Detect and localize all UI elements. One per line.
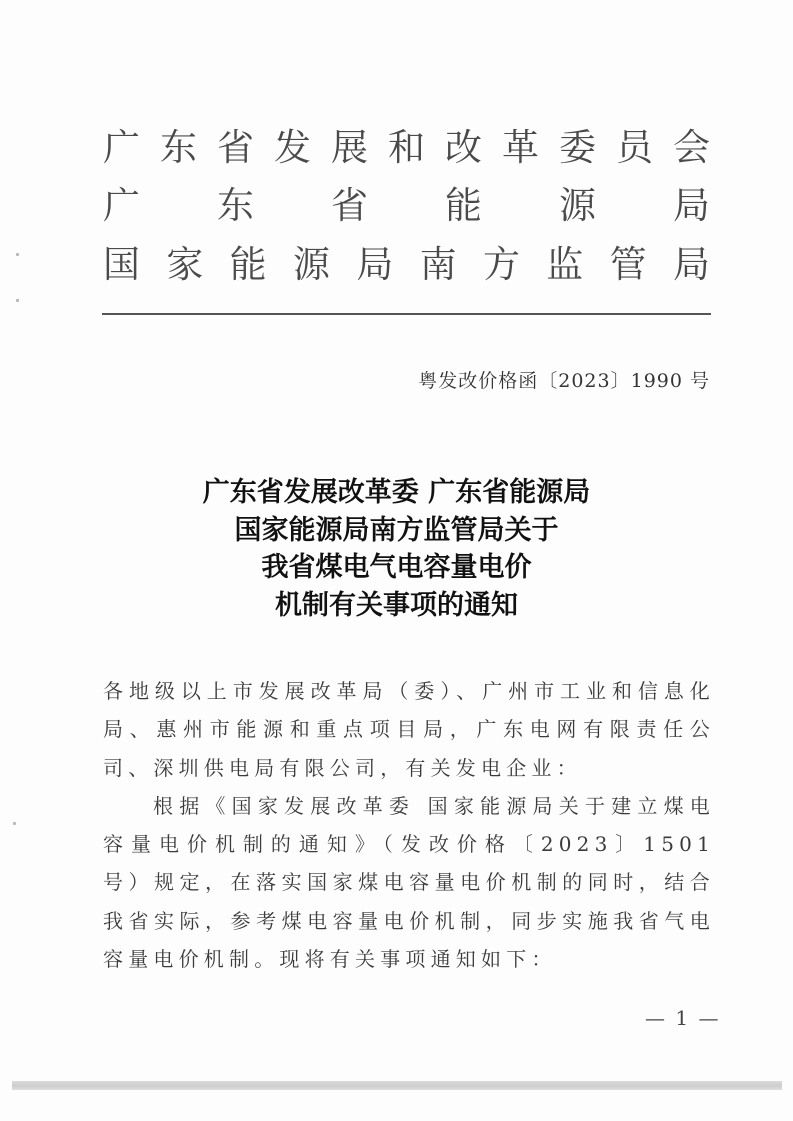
document-title [0, 474, 793, 624]
issuer-line-ndrc [103, 128, 710, 168]
addressees-paragraph: 各地级以上市发展改革局（委）、广州市工业和信息化局、惠州市能源和重点项目局，广东电网有限责任公司、深圳供电局有限公司，有关发电企业： [103, 679, 715, 780]
punch-hole-mark [13, 822, 16, 825]
issuer-line-energy-bureau [103, 186, 710, 226]
issuer-char: 会 [673, 126, 710, 169]
issuer-char: 监 [546, 243, 584, 286]
issuer-char: 局 [356, 243, 394, 286]
issuer-char: 省 [331, 184, 368, 227]
issuer-char: 东 [160, 126, 197, 169]
issuer-char: 员 [616, 126, 653, 169]
issuer-char: 家 [166, 243, 204, 286]
punch-hole-mark [16, 253, 19, 256]
issuer-char: 广 [103, 184, 140, 227]
issuer-char: 广 [103, 126, 140, 169]
issuer-char: 发 [274, 126, 311, 169]
issuer-char: 能 [229, 243, 267, 286]
issuer-char: 改 [445, 126, 482, 169]
title-line: 我省煤电气电容量电价 [261, 552, 532, 583]
body-paragraph: 根据《国家发展改革委 国家能源局关于建立煤电容量电价机制的通知》（发改价格〔2023〕1501 号）规定，在落实国家煤电容量电价机制的同时，结合我省实际，参考煤电容量电价机制，同步实施我省气电容量电价机制。现将有关事项通知如下： [103, 793, 715, 972]
scan-edge-shadow [12, 1081, 782, 1090]
issuer-char: 局 [673, 184, 710, 227]
title-line: 国家能源局南方监管局关于 [234, 514, 559, 546]
issuer-char: 管 [609, 243, 647, 286]
issuer-char: 方 [482, 243, 520, 286]
document-number: 粤发改价格函〔2023〕1990 号 [418, 370, 710, 392]
issuer-char: 南 [419, 243, 457, 286]
issuer-char: 东 [217, 184, 254, 227]
issuer-char: 革 [502, 126, 539, 169]
header-divider [102, 313, 711, 315]
issuer-char: 能 [445, 184, 482, 227]
punch-hole-mark [16, 299, 19, 302]
issuer-char: 展 [331, 126, 368, 169]
issuer-char: 和 [388, 126, 425, 169]
page-number: — 1 — [645, 1006, 721, 1030]
title-line: 广东省发展改革委 广东省能源局 [202, 477, 591, 508]
issuer-char: 省 [217, 126, 254, 169]
issuer-char: 国 [103, 243, 140, 286]
document-body [103, 672, 715, 978]
title-line: 机制有关事项的通知 [275, 589, 518, 621]
issuer-char: 委 [559, 126, 596, 169]
issuer-char: 局 [672, 243, 710, 286]
issuer-char: 源 [559, 184, 596, 227]
issuer-line-southern-regulatory [103, 245, 710, 285]
issuer-char: 源 [292, 243, 330, 286]
